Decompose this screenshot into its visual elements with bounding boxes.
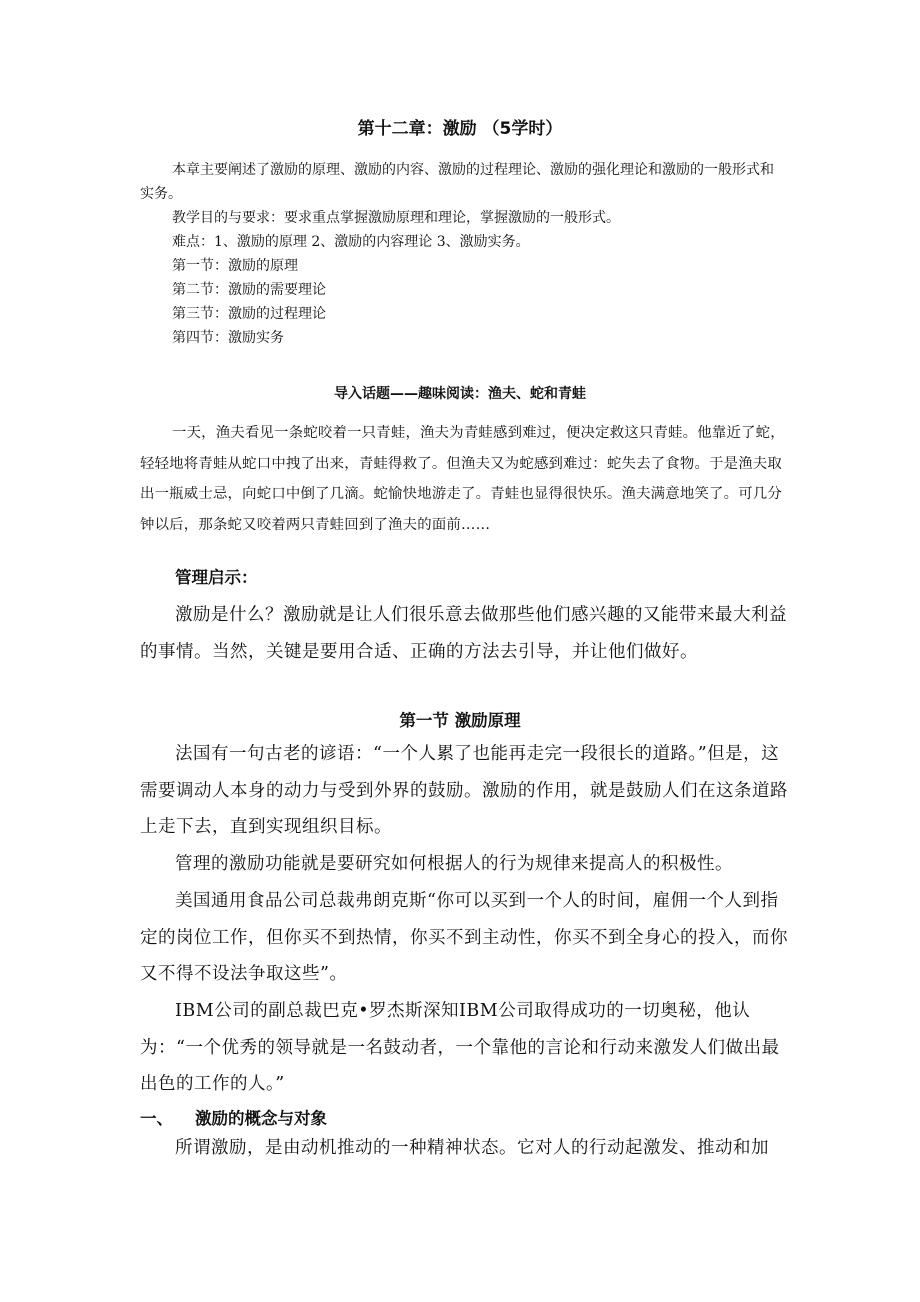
lead-in-title: 导入话题——趣味阅读：渔夫、蛇和青蛙 xyxy=(334,386,586,402)
section1-title: 第一节 激励原理 xyxy=(399,711,521,730)
difficulties-text: 难点：1、激励的原理 2、激励的内容理论 3、激励实务。 xyxy=(172,234,530,250)
general-foods-quote: 美国通用食品公司总裁弗朗克斯“你可以买到一个人的时间，雇佣一个人到指定的岗位工作，但你买不到热情，你买不到主动性，你买不到全身心的投入，而你又不得不设法争取这些”。 xyxy=(140,891,788,984)
section-list-item: 第三节：激励的过程理论 xyxy=(172,306,326,322)
insight-heading: 管理启示： xyxy=(175,568,258,587)
objectives-text: 教学目的与要求：要求重点掌握激励原理和理论，掌握激励的一般形式。 xyxy=(172,210,620,226)
proverb-paragraph: 法国有一句古老的谚语：“一个人累了也能再走完一段很长的道路。”但是，这需要调动人本身的动力与受到外界的鼓励。激励的作用，就是鼓励人们在这条道路上走下去，直到实现组织目标。 xyxy=(140,744,788,837)
section-list-item: 第四节：激励实务 xyxy=(172,330,284,346)
ibm-quote: IBM公司的副总裁巴克•罗杰斯深知IBM公司取得成功的一切奥秘，他认为：“一个优秀的领导就是一名鼓动者，一个靠他的言论和行动来激发人们做出最出色的工作的人。” xyxy=(140,1001,780,1094)
story-paragraph: 一天，渔夫看见一条蛇咬着一只青蛙，渔夫为青蛙感到难过，便决定救这只青蛙。他靠近了蛇，轻轻地将青蛙从蛇口中拽了出来，青蛙得救了。但渔夫又为蛇感到难过：蛇失去了食物。于是渔夫取出一瓶威士忌，向蛇口中倒了几滴。蛇愉快地游走了。青蛙也显得很快乐。渔夫满意地笑了。可几分钟以后，那条蛇又咬着两只青蛙回到了渔夫的面前…… xyxy=(140,425,785,533)
section-list-item: 第一节：激励的原理 xyxy=(172,258,298,274)
intro-paragraph: 本章主要阐述了激励的原理、激励的内容、激励的过程理论、激励的强化理论和激励的一般形式和实务。 xyxy=(140,162,774,202)
subheading-concept xyxy=(140,1105,327,1129)
definition-paragraph: 所谓激励，是由动机推动的一种精神状态。它对人的行动起激发、推动和加 xyxy=(175,1138,769,1158)
section-list-item: 第二节：激励的需要理论 xyxy=(172,282,326,298)
subheading-text: 激励的概念与对象 xyxy=(195,1109,327,1128)
function-paragraph: 管理的激励功能就是要研究如何根据人的行为规律来提高人的积极性。 xyxy=(175,854,733,874)
insight-paragraph: 激励是什么？激励就是让人们很乐意去做那些他们感兴趣的又能带来最大利益的事情。当然，关键是要用合适、正确的方法去引导，并让他们做好。 xyxy=(140,605,787,662)
chapter-title: 第十二章：激励 （5学时） xyxy=(357,119,563,139)
subheading-number: 一、 xyxy=(140,1109,173,1128)
